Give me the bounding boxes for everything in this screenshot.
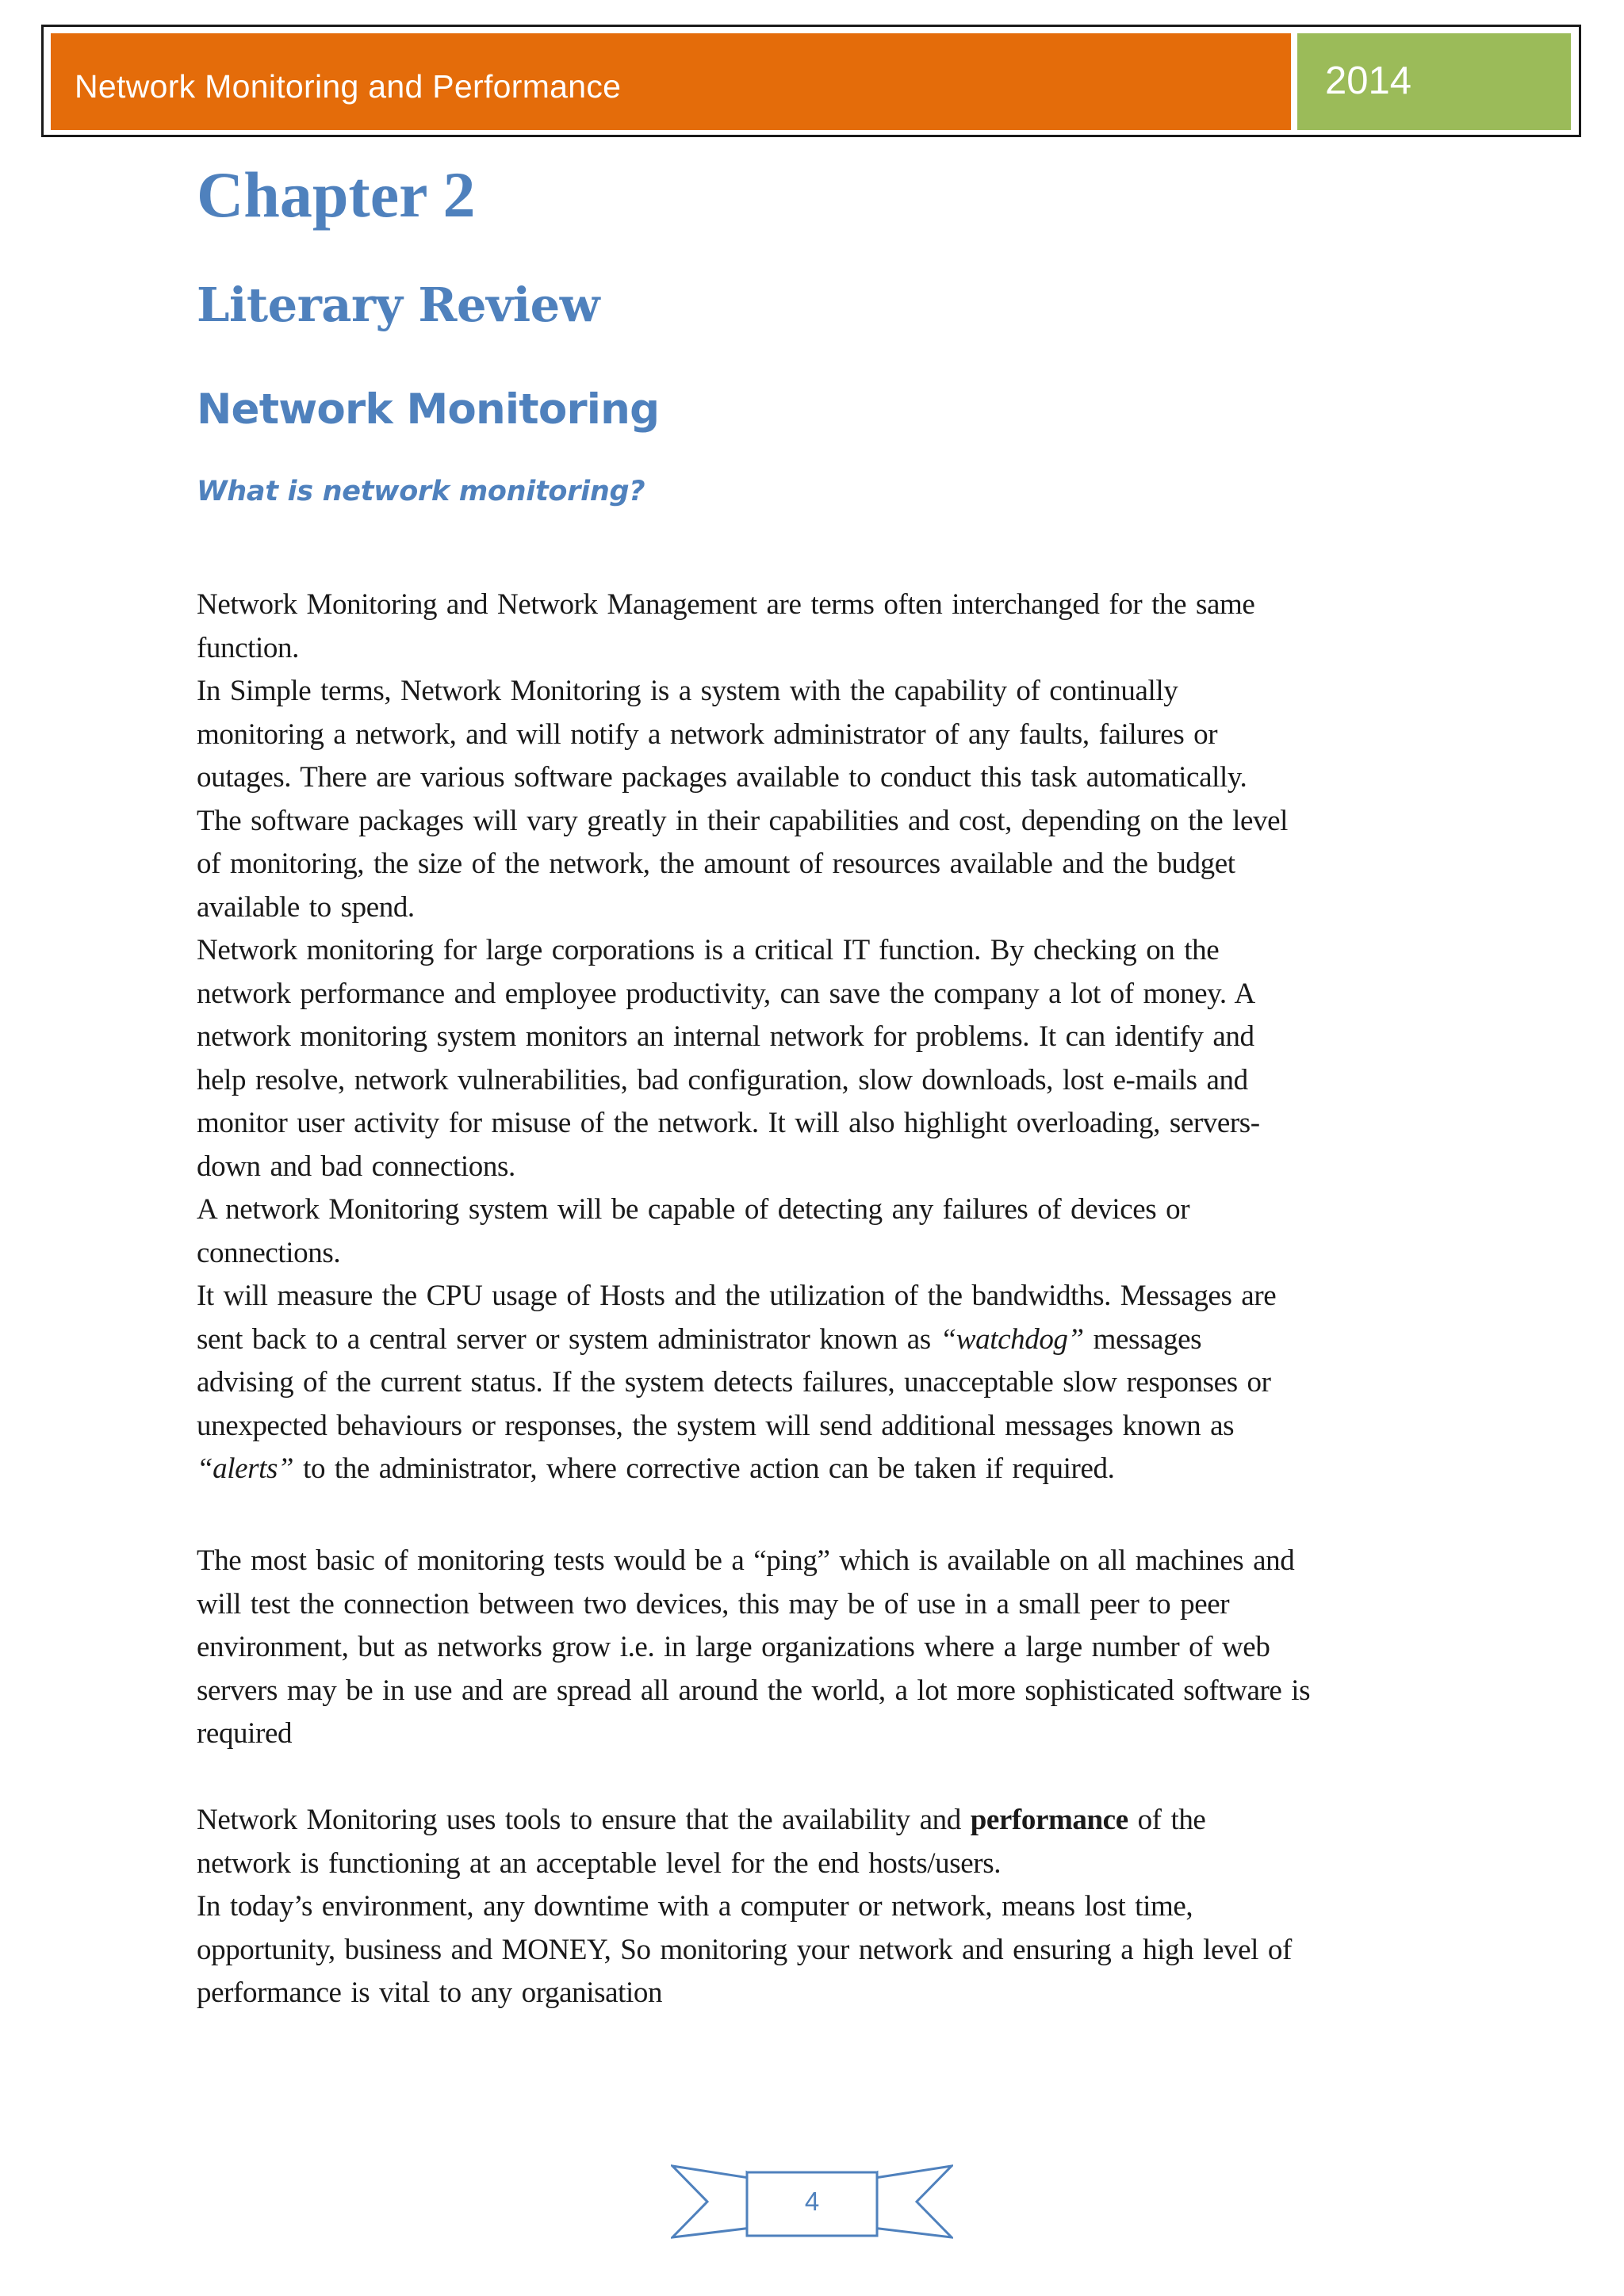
text-line (197, 1843, 1434, 1886)
header-title: Network Monitoring and Performance (75, 67, 622, 105)
text-line (197, 670, 1434, 714)
text-line (197, 714, 1434, 757)
text-line (197, 1146, 1434, 1189)
italic-text: “alerts” (197, 1452, 294, 1485)
text-line (197, 1670, 1434, 1713)
text-run: environment, but as networks grow i.e. in large organizations where a large number of web (197, 1631, 1270, 1663)
text-run: available to spend. (197, 890, 415, 924)
body-paragraph-block-1 (197, 584, 1434, 1491)
body-paragraph-block-2 (197, 1540, 1434, 1756)
text-line (197, 627, 1434, 671)
text-line (197, 1232, 1434, 1276)
section-title: Literary Review (197, 277, 600, 332)
text-run: down and bad connections. (197, 1150, 515, 1183)
text-line (197, 1540, 1434, 1583)
question-heading: What is network monitoring? (197, 476, 645, 507)
header-title-band (51, 33, 1291, 130)
text-run: The software packages will vary greatly in their capabilities and cost, depending on the level (197, 804, 1289, 837)
bold-text: performance (970, 1804, 1128, 1836)
text-run: of monitoring, the size of the network, the amount of resources available and the budget (197, 848, 1235, 880)
subsection-title: Network Monitoring (197, 385, 660, 434)
text-line (197, 1448, 1434, 1491)
text-line (197, 929, 1434, 973)
text-run: connections. (197, 1236, 341, 1269)
text-run: network performance and employee productivity, can save the company a lot of money. A (197, 977, 1255, 1010)
text-line (197, 1102, 1434, 1146)
text-run: required (197, 1717, 293, 1750)
text-run: to the administrator, where corrective action can be taken if required. (293, 1452, 1115, 1485)
text-line (197, 1361, 1434, 1405)
text-run: A network Monitoring system will be capable of detecting any failures of devices or (197, 1193, 1190, 1226)
text-run: monitor user activity for misuse of the network. It will also highlight overloading, servers- (197, 1107, 1260, 1139)
text-run: Network Monitoring uses tools to ensure that the availability and (197, 1804, 971, 1836)
text-line (197, 843, 1434, 886)
text-run: performance is vital to any organisation (197, 1976, 663, 2009)
text-run: In today’s environment, any downtime with a computer or network, means lost time, (197, 1890, 1193, 1923)
text-line (197, 1972, 1434, 2015)
text-line (197, 584, 1434, 627)
text-run: sent back to a central server or system administrator known as (197, 1322, 940, 1356)
header-year: 2014 (1325, 59, 1412, 102)
text-run: servers may be in use and are spread all around the world, a lot more sophisticated software is (197, 1674, 1311, 1707)
text-line (197, 756, 1434, 800)
text-line (197, 886, 1434, 930)
text-run: Network monitoring for large corporations is a critical IT function. By checking on the (197, 934, 1220, 966)
text-run: of the (1128, 1804, 1206, 1836)
text-run: In Simple terms, Network Monitoring is a system with the capability of continually (197, 675, 1178, 707)
text-line (197, 1016, 1434, 1059)
text-line (197, 800, 1434, 844)
text-line (197, 1799, 1434, 1843)
body-paragraph-block-3 (197, 1799, 1434, 2015)
text-run: unexpected behaviours or responses, the system will send additional messages known as (197, 1409, 1235, 1442)
text-line (197, 1188, 1434, 1232)
text-line (197, 1885, 1434, 1929)
text-run: network is functioning at an acceptable level for the end hosts/users. (197, 1846, 1002, 1880)
text-run: The most basic of monitoring tests would be a “ping” which is available on all machines and (197, 1544, 1295, 1577)
text-line (197, 1929, 1434, 1973)
text-run: messages (1083, 1322, 1202, 1356)
text-run: opportunity, business and MONEY, So monitoring your network and ensuring a high level of (197, 1933, 1292, 1966)
text-line (197, 1712, 1434, 1756)
page-header (41, 25, 1581, 137)
text-run: network monitoring system monitors an internal network for problems. It can identify and (197, 1020, 1254, 1053)
text-run: monitoring a network, and will notify a network administrator of any faults, failures or (197, 718, 1218, 751)
text-run: advising of the current status. If the system detects failures, unacceptable slow responses or (197, 1366, 1271, 1399)
text-run: help resolve, network vulnerabilities, bad configuration, slow downloads, lost e-mails and (197, 1063, 1248, 1096)
page-number: 4 (804, 2187, 820, 2216)
text-line (197, 1405, 1434, 1448)
text-run: It will measure the CPU usage of Hosts and the utilization of the bandwidths. Messages are (197, 1280, 1277, 1312)
text-run: outages. There are various software packages available to conduct this task automatically. (197, 761, 1247, 794)
header-year-band (1297, 33, 1571, 130)
text-run: Network Monitoring and Network Management are terms often interchanged for the same (197, 588, 1255, 621)
text-line (197, 1275, 1434, 1318)
chapter-title: Chapter 2 (197, 159, 476, 231)
text-line (197, 1583, 1434, 1627)
text-line (197, 1059, 1434, 1103)
text-run: will test the connection between two devices, this may be of use in a small peer to peer (197, 1587, 1230, 1621)
text-line (197, 973, 1434, 1016)
text-run: function. (197, 631, 299, 664)
text-line (197, 1318, 1434, 1362)
text-line (197, 1626, 1434, 1670)
italic-text: “watchdog” (940, 1322, 1084, 1356)
